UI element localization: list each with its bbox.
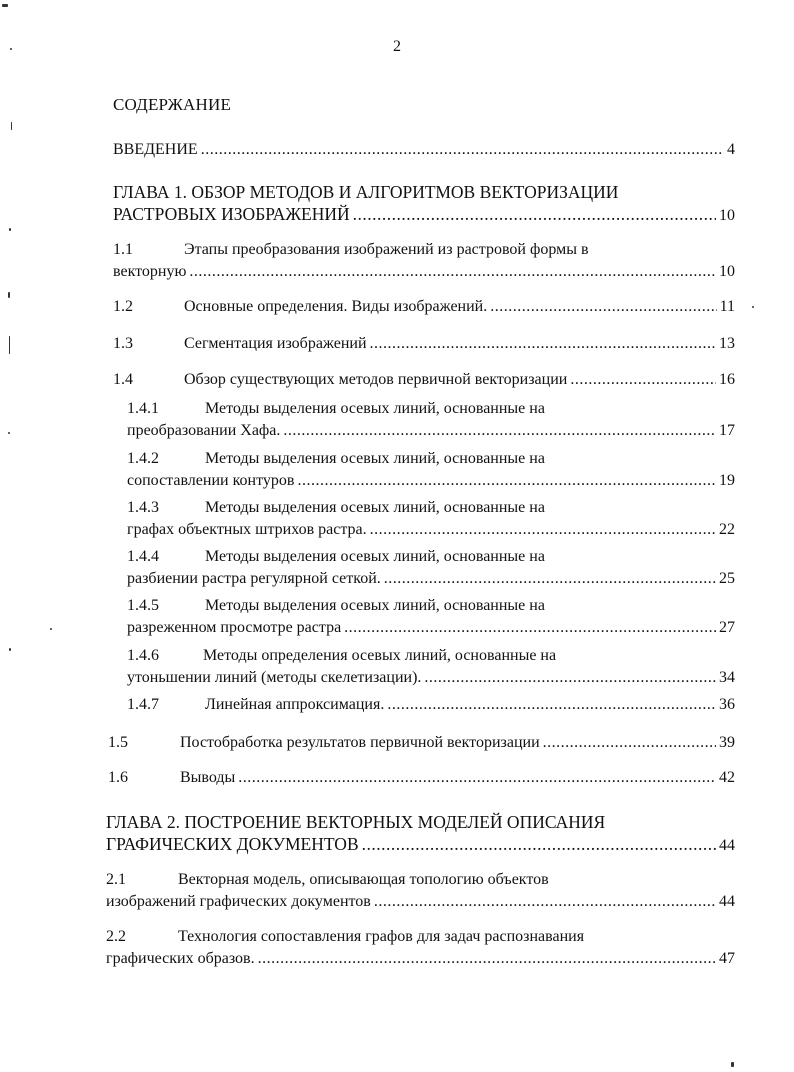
section-title-line2: разреженном просмотре растра xyxy=(127,619,342,636)
section-title-line2: изображений графических документов xyxy=(106,893,371,910)
toc-page-number: 34 xyxy=(719,669,735,686)
dot-leader xyxy=(570,369,716,391)
dot-leader xyxy=(238,767,716,789)
scan-speck xyxy=(11,122,12,130)
toc-subsection-1-4-2[interactable] xyxy=(127,448,735,492)
section-number: 1.3 xyxy=(113,335,133,352)
dot-leader xyxy=(189,261,716,283)
section-title-line2: графических образов. xyxy=(106,950,255,967)
scan-speck xyxy=(731,1062,734,1067)
toc-page-number: 10 xyxy=(719,263,735,280)
toc-subsection-1-4-7[interactable] xyxy=(127,694,735,716)
scan-speck xyxy=(2,4,8,7)
section-title-line1: Методы выделения осевых линий, основанные на xyxy=(205,499,545,516)
section-title: Постобработка результатов первичной векторизации xyxy=(180,734,540,751)
chapter-heading-line1: ГЛАВА 1. ОБЗОР МЕТОДОВ И АЛГОРИТМОВ ВЕКТОРИЗАЦИИ xyxy=(113,182,619,202)
section-title-line2: графах объектных штрихов растра. xyxy=(127,521,367,538)
scan-speck xyxy=(50,628,52,630)
dot-leader xyxy=(297,470,716,492)
dot-leader xyxy=(374,891,716,913)
toc-section-1-2[interactable] xyxy=(113,296,735,318)
dot-leader xyxy=(384,568,716,590)
section-number: 1.4.7 xyxy=(127,696,159,713)
section-title-line1: Технология сопоставления графов для задач распознавания xyxy=(178,928,585,945)
toc-page-number: 11 xyxy=(719,298,735,315)
section-title-line1: Векторная модель, описывающая топологию объектов xyxy=(178,871,549,888)
chapter-heading-line2: РАСТРОВЫХ ИЗОБРАЖЕНИЙ xyxy=(113,204,350,224)
toc-subsection-1-4-1[interactable] xyxy=(127,398,735,442)
scan-speck xyxy=(752,306,754,308)
toc-page-number: 17 xyxy=(719,422,735,439)
dot-leader xyxy=(353,203,716,225)
section-title-line2: сопоставлении контуров xyxy=(127,472,295,489)
section-title-line2: векторную xyxy=(113,263,187,280)
toc-subsection-1-4-5[interactable] xyxy=(127,595,735,639)
scan-speck xyxy=(9,648,11,651)
toc-page-number: 10 xyxy=(719,207,735,224)
section-number: 1.6 xyxy=(108,769,128,786)
section-title-line1: Этапы преобразования изображений из растровой формы в xyxy=(184,241,589,258)
toc-page-number: 47 xyxy=(719,950,735,967)
section-title: Линейная аппроксимация. xyxy=(205,696,385,713)
toc-page-number: 42 xyxy=(719,769,735,786)
section-title-line1: Методы выделения осевых линий, основанные на xyxy=(205,400,545,417)
section-number: 1.5 xyxy=(108,734,128,751)
toc-page-number: 44 xyxy=(719,837,735,854)
section-number: 1.4.6 xyxy=(127,647,159,664)
section-title-line1: Методы определения осевых линий, основанные на xyxy=(203,647,557,664)
dot-leader xyxy=(370,333,716,355)
page-number: 2 xyxy=(393,38,401,55)
section-title-line1: Методы выделения осевых линий, основанные на xyxy=(205,450,545,467)
toc-section-2-2[interactable] xyxy=(106,926,735,970)
dot-leader xyxy=(543,732,716,754)
scan-speck xyxy=(8,292,10,298)
section-title: Сегментация изображений xyxy=(184,335,367,352)
section-number: 1.4.4 xyxy=(127,548,159,565)
dot-leader xyxy=(258,948,716,970)
scan-speck xyxy=(10,48,12,50)
section-title-line2: утоньшении линий (методы скелетизации). xyxy=(127,669,422,686)
scan-speck xyxy=(8,432,10,434)
toc-section-1-1[interactable] xyxy=(113,239,735,283)
toc-chapter-2[interactable] xyxy=(106,811,735,857)
section-number: 2.1 xyxy=(106,871,126,888)
dot-leader xyxy=(490,296,716,318)
chapter-heading-line2: ГРАФИЧЕСКИХ ДОКУМЕНТОВ xyxy=(106,834,359,854)
toc-page-number: 16 xyxy=(719,371,735,388)
scan-speck xyxy=(9,336,10,354)
section-number: 1.4.3 xyxy=(127,499,159,516)
toc-page-number: 25 xyxy=(719,570,735,587)
section-number: 2.2 xyxy=(106,928,126,945)
toc-page-number: 39 xyxy=(719,734,735,751)
dot-leader xyxy=(344,617,716,639)
toc-entry-label: ВВЕДЕНИЕ xyxy=(113,141,198,158)
toc-title: СОДЕРЖАНИЕ xyxy=(113,95,232,114)
section-title-line2: преобразовании Хафа. xyxy=(127,422,281,439)
toc-page-number: 36 xyxy=(719,696,735,713)
toc-section-1-5[interactable] xyxy=(108,732,735,754)
toc-chapter-1[interactable] xyxy=(113,181,735,227)
toc-page-number: 19 xyxy=(719,472,735,489)
section-number: 1.1 xyxy=(113,241,133,258)
toc-page-number: 13 xyxy=(719,335,735,352)
dot-leader xyxy=(387,694,716,716)
scan-speck xyxy=(9,228,11,231)
section-title-line1: Методы выделения осевых линий, основанные на xyxy=(205,548,545,565)
toc-page-number: 22 xyxy=(719,521,735,538)
chapter-heading-line1: ГЛАВА 2. ПОСТРОЕНИЕ ВЕКТОРНЫХ МОДЕЛЕЙ ОПИСАНИЯ xyxy=(106,812,606,832)
dot-leader xyxy=(370,519,716,541)
dot-leader xyxy=(283,420,716,442)
section-title: Основные определения. Виды изображений. xyxy=(184,298,488,315)
toc-subsection-1-4-6[interactable] xyxy=(127,645,735,689)
toc-section-1-3[interactable] xyxy=(113,333,735,355)
dot-leader xyxy=(362,833,716,855)
dot-leader xyxy=(424,667,716,689)
toc-subsection-1-4-3[interactable] xyxy=(127,497,735,541)
toc-section-2-1[interactable] xyxy=(106,869,735,913)
dot-leader xyxy=(201,139,724,161)
toc-page-number: 27 xyxy=(719,619,735,636)
toc-page-number: 44 xyxy=(719,893,735,910)
toc-subsection-1-4-4[interactable] xyxy=(127,546,735,590)
section-number: 1.4.2 xyxy=(127,450,159,467)
toc-section-1-6[interactable] xyxy=(108,767,735,789)
section-title: Обзор существующих методов первичной векторизации xyxy=(184,371,568,388)
section-title-line2: разбиении растра регулярной сеткой. xyxy=(127,570,381,587)
section-number: 1.2 xyxy=(113,298,133,315)
section-number: 1.4.5 xyxy=(127,597,159,614)
section-number: 1.4 xyxy=(113,371,133,388)
section-number: 1.4.1 xyxy=(127,400,159,417)
toc-page-number: 4 xyxy=(727,141,735,158)
toc-entry-intro[interactable] xyxy=(113,139,735,161)
section-title-line1: Методы выделения осевых линий, основанные на xyxy=(205,597,545,614)
toc-section-1-4[interactable] xyxy=(113,369,735,391)
section-title: Выводы xyxy=(180,769,236,786)
